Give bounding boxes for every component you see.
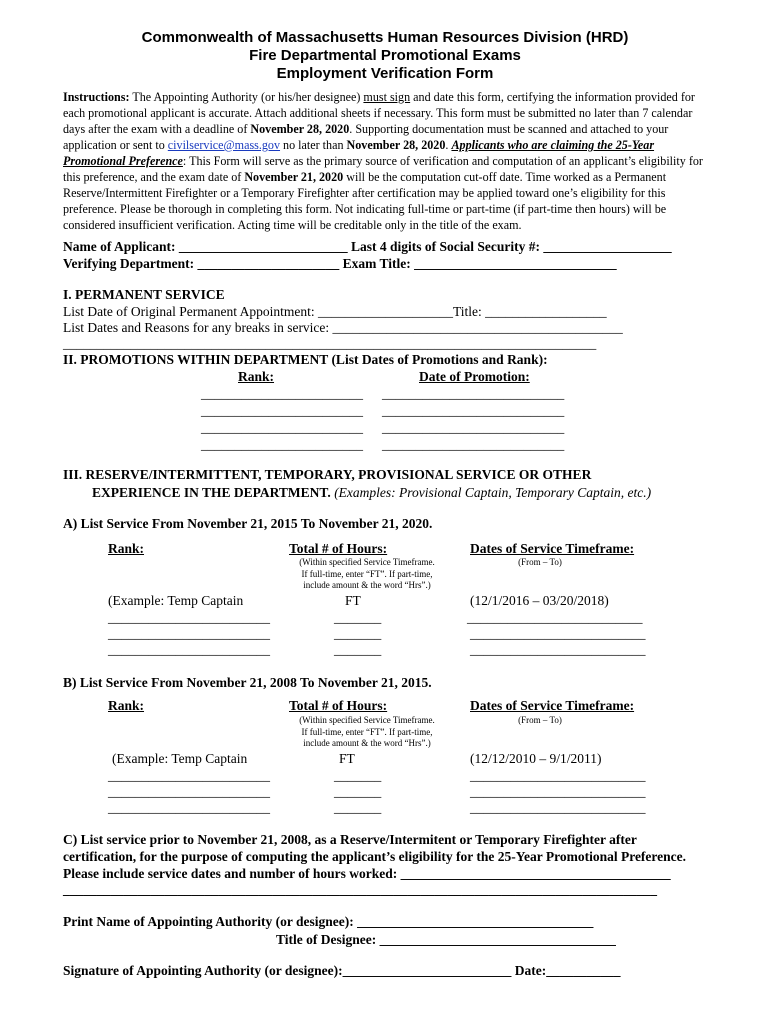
- instructions-paragraph: [63, 89, 711, 233]
- form-title-line2: Fire Departmental Promotional Exams: [249, 47, 521, 64]
- part-a-dates-blank[interactable]: __________________________: [470, 642, 646, 657]
- promotion-date-blank[interactable]: ___________________________: [382, 437, 565, 452]
- part-c-line4[interactable]: ________________________________________________________________________________________: [63, 882, 657, 897]
- part-a-example-dates: (12/1/2016 – 03/20/2018): [470, 593, 609, 608]
- part-b-dates-blank[interactable]: __________________________: [470, 800, 646, 815]
- part-a-hours-blank[interactable]: _______: [334, 610, 382, 625]
- signature-date-line[interactable]: Signature of Appointing Authority (or designee):_________________________ Date:___________: [63, 963, 621, 978]
- promotion-date-header: Date of Promotion:: [419, 369, 530, 384]
- part-a-hours-blank[interactable]: _______: [334, 642, 382, 657]
- part-b-dates-blank[interactable]: __________________________: [470, 784, 646, 799]
- instructions-text: . Supporting documentation must be scanned and attached to your application or sent to: [63, 122, 669, 152]
- part-a-dates-header: Dates of Service Timeframe:: [470, 541, 635, 556]
- part-b-hours-header: Total # of Hours:: [289, 698, 388, 713]
- hours-note-line: If full-time, enter “FT”. If part-time,: [301, 568, 433, 579]
- instructions-text: The Appointing Authority (or his/her designee): [129, 90, 364, 104]
- part-a-rank-header: Rank:: [108, 541, 145, 556]
- part-b-hours-blank[interactable]: _______: [334, 784, 382, 799]
- part-a-hours-blank[interactable]: _______: [334, 626, 382, 641]
- part-b-dates-header: Dates of Service Timeframe:: [470, 698, 635, 713]
- instructions-text: will be the computation cut-off date. Time worked as a Permanent Reserve/Intermittent Firefighter or a Temporary Firefighter after certification may be applied toward one’s eligibility for this preference. Please be thorough in completing this form. Not indicating full-time or part-time (if part-time then hours) will be considered insufficient verification. Acting time will be creditable only in the title of the exam.: [63, 170, 667, 232]
- part-b-heading: B) List Service From November 21, 2008 To November 21, 2015.: [63, 675, 432, 690]
- exam-date: November 21, 2020: [244, 170, 344, 184]
- promotion-rank-blank[interactable]: ________________________: [201, 403, 363, 418]
- promotion-date-blank[interactable]: ___________________________: [382, 420, 565, 435]
- deadline-date: November 28, 2020: [250, 122, 350, 136]
- part-a-rank-blank[interactable]: ________________________: [108, 626, 270, 641]
- print-name-line[interactable]: Print Name of Appointing Authority (or designee): ___________________________________: [63, 914, 594, 929]
- part-a-example-hours: FT: [345, 593, 361, 608]
- instructions-text: .: [445, 138, 452, 152]
- part-a-hours-note: [284, 557, 450, 592]
- section-reserve-examples: (Examples: Provisional Captain, Temporary Captain, etc.): [330, 485, 652, 500]
- section-reserve-title-line1: III. RESERVE/INTERMITTENT, TEMPORARY, PROVISIONAL SERVICE OR OTHER: [63, 467, 592, 482]
- part-a-dates-blank[interactable]: __________________________: [467, 610, 643, 625]
- promotion-rank-header: Rank:: [238, 369, 275, 384]
- hours-note-line: include amount & the word “Hrs”.): [303, 580, 431, 590]
- preference-claim-text: Applicants who are claiming the 25-Year Promotional Preference: [63, 138, 655, 168]
- form-title-line1: Commonwealth of Massachusetts Human Resources Division (HRD): [141, 29, 629, 46]
- part-b-example-rank: (Example: Temp Captain: [112, 751, 248, 766]
- part-a-example-rank: (Example: Temp Captain: [108, 593, 244, 608]
- verifying-dept-exam-line[interactable]: Verifying Department: _____________________ Exam Title: ______________________________: [63, 256, 617, 271]
- section-reserve-title-text: EXPERIENCE IN THE DEPARTMENT.: [92, 485, 331, 500]
- part-a-heading: A) List Service From November 21, 2015 To November 21, 2020.: [63, 516, 433, 531]
- part-b-hours-note: [284, 715, 450, 750]
- part-b-rank-blank[interactable]: ________________________: [108, 784, 270, 799]
- part-b-rank-header: Rank:: [108, 698, 145, 713]
- section-promotions-title: II. PROMOTIONS WITHIN DEPARTMENT (List Dates of Promotions and Rank):: [63, 352, 548, 367]
- breaks-in-service-line[interactable]: List Dates and Reasons for any breaks in service: ___________________________________________: [63, 320, 623, 335]
- part-b-rank-blank[interactable]: ________________________: [108, 800, 270, 815]
- instructions-text: and date this form, certifying the information provided for each promotional applicant is accurate. Attach additional sheets if necessary. This form must be submitted no later than 7 calendar days after the exam with a deadline of: [63, 90, 695, 136]
- part-b-example-hours: FT: [339, 751, 355, 766]
- designee-title-line[interactable]: Title of Designee: ___________________________________: [276, 932, 616, 947]
- applicant-name-ssn-line[interactable]: Name of Applicant: _________________________ Last 4 digits of Social Security #: ___________________: [63, 239, 672, 254]
- instructions-label: Instructions:: [63, 90, 130, 104]
- part-c-line3[interactable]: Please include service dates and number of hours worked: ________________________________________: [63, 866, 671, 881]
- deadline-date: November 28, 2020: [346, 138, 446, 152]
- promotion-rank-blank[interactable]: ________________________: [201, 420, 363, 435]
- original-appointment-line[interactable]: List Date of Original Permanent Appointment: ____________________Title: __________________: [63, 304, 607, 319]
- hours-note-line: include amount & the word “Hrs”.): [303, 738, 431, 748]
- email-link[interactable]: civilservice@mass.gov: [167, 138, 281, 152]
- part-a-dates-blank[interactable]: __________________________: [470, 626, 646, 641]
- hours-note-line: (Within specified Service Timeframe.: [299, 715, 435, 725]
- part-b-hours-blank[interactable]: _______: [334, 800, 382, 815]
- must-sign-text: must sign: [363, 90, 411, 104]
- section-permanent-service-title: I. PERMANENT SERVICE: [63, 287, 225, 302]
- form-title-line3: Employment Verification Form: [276, 65, 494, 82]
- promotion-date-blank[interactable]: ___________________________: [382, 386, 565, 401]
- part-c-line2: certification, for the purpose of computing the applicant’s eligibility for the 25-Year Promotional Preference.: [63, 849, 687, 864]
- part-b-dates-note: (From – To): [518, 715, 562, 725]
- part-a-dates-note: (From – To): [518, 557, 562, 567]
- part-b-hours-blank[interactable]: _______: [334, 768, 382, 783]
- part-a-hours-header: Total # of Hours:: [289, 541, 388, 556]
- promotion-rank-blank[interactable]: ________________________: [201, 386, 363, 401]
- hours-note-line: If full-time, enter “FT”. If part-time,: [301, 726, 433, 737]
- part-b-example-dates: (12/12/2010 – 9/1/2011): [470, 751, 602, 766]
- part-c-line1: C) List service prior to November 21, 2008, as a Reserve/Intermitent or Temporary Firefighter after: [63, 832, 637, 847]
- breaks-in-service-line-2[interactable]: _______________________________________________________________________________: [63, 336, 597, 351]
- promotion-date-blank[interactable]: ___________________________: [382, 403, 565, 418]
- hours-note-line: (Within specified Service Timeframe.: [299, 557, 435, 567]
- instructions-text: : This Form will serve as the primary source of verification and computation of an applicant’s eligibility for this preference, and the exam date of: [63, 154, 703, 184]
- part-b-rank-blank[interactable]: ________________________: [108, 768, 270, 783]
- part-a-rank-blank[interactable]: ________________________: [108, 610, 270, 625]
- instructions-text: no later than: [280, 138, 347, 152]
- part-b-dates-blank[interactable]: __________________________: [470, 768, 646, 783]
- promotion-rank-blank[interactable]: ________________________: [201, 437, 363, 452]
- section-reserve-title-line2: [92, 485, 651, 501]
- part-a-rank-blank[interactable]: ________________________: [108, 642, 270, 657]
